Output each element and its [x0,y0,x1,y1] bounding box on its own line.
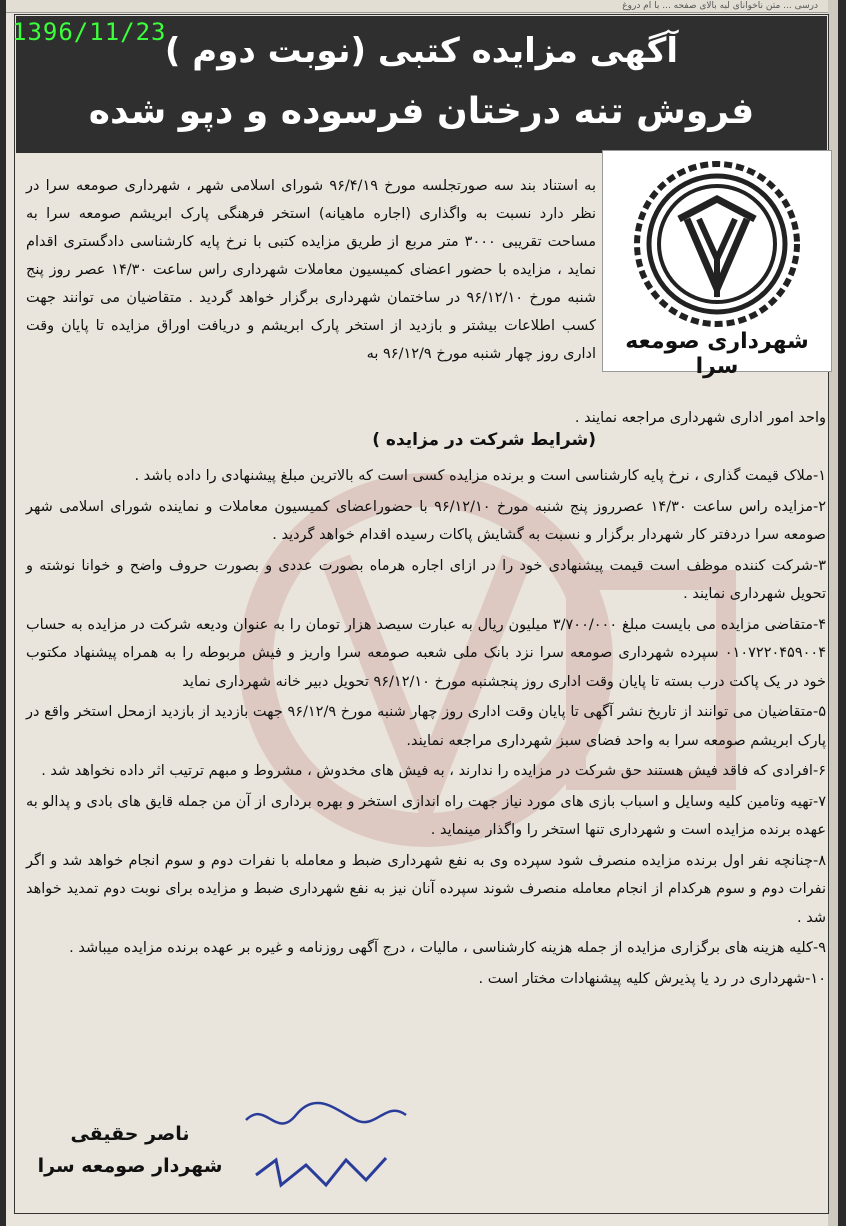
top-strip [6,0,838,13]
condition-item: ۵-متقاضیان می توانند از تاریخ نشر آگهی تا پایان وقت اداری روز چهار شنبه مورخ ۹۶/۱۲/۹ جهت بازدید از بازدید ازمحل استخر واقع در پارک ابریشم صومعه سرا به واحد فضای سبز شهرداری مراجعه نمایند. [26,704,826,749]
condition-item: ۱-ملاک قیمت گذاری ، نرخ پایه کارشناسی است و برنده مزایده کسی است که بالاترین مبلغ پیشنهادی را داده باشد . [134,468,826,484]
signature-block [30,1118,230,1182]
intro-paragraph-tail: واحد امور اداری شهرداری مراجعه نمایند . [574,410,826,426]
conditions-list [26,462,826,995]
conditions-title: (شرایط شرکت در مزایده ) [372,430,596,450]
date-stamp: 1396/11/23 [12,18,167,46]
municipality-emblem-icon [617,159,817,329]
condition-item: ۹-کلیه هزینه های برگزاری مزایده از جمله هزینه کارشناسی ، مالیات ، درج آگهی روزنامه و غیره بر عهده برنده مزایده میباشد . [69,940,826,956]
condition-item: ۳-شرکت کننده موظف است قیمت پیشنهادی خود را در ازای اجاره هرماه بصورت عددی و بصورت حروف واضح و خوانا نوشته و تحویل شهرداری نمایند . [26,557,826,602]
condition-item: ۷-تهیه وتامین کلیه وسایل و اسباب بازی های مورد نیاز جهت راه اندازی استخر و بهره برداری از آن من جمله قایق های بادی و پدالو به عهده برنده مزایده است و شهرداری تنها استخر را واگذار مینماید . [26,793,826,838]
condition-item: ۴-متقاضی مزایده می بایست مبلغ ۳/۷۰۰/۰۰۰ میلیون ریال به عبارت سیصد هزار تومان را به عنوان ودیعه شرکت در مزایده به حساب ۰۱۰۷۲۲۰۴۵۹۰۰۴ سپرده شهرداری صومعه سرا نزد بانک ملی شعبه صومعه سرا واریز و فیش مربوطه را به همراه پیشنهاد مکتوب خود در یک پاکت درب بسته تا پایان وقت اداری روز پنجشنبه مورخ ۹۶/۱۲/۱۰ تحویل دبیر خانه شهرداری نماید [26,616,826,690]
header-title-line2: فروش تنه درختان فرسوده و دپو شده [88,91,755,132]
intro-paragraph: به استناد بند سه صورتجلسه مورخ ۹۶/۴/۱۹ شورای اسلامی شهر ، شهرداری صومعه سرا در نظر دارد نسبت به واگذاری (اجاره ماهیانه) استخر فرهنگی پارک ابریشم صومعه سرا به مساحت تقریبی ۳۰۰۰ متر مربع از طریق مزایده کتبی با نرخ پایه کارشناسی دادگستری اقدام نماید ، مزایده با حضور اعضای کمیسیون معاملات شهرداری راس ساعت ۱۴/۳۰ عصر روز پنج شنبه مورخ ۹۶/۱۲/۱۰ در ساختمان شهرداری برگزار خواهد گردید . متقاضیان می توانند جهت کسب اطلاعات بیشتر و بازدید از استخر پارک ابریشم و دریافت اوراق مزایده تا پایان وقت اداری روز چهار شنبه مورخ ۹۶/۱۲/۹ به [26,178,596,362]
handwritten-annotation [236,1090,416,1200]
top-strip-text: درسی ... متن ناخوانای لبه بالای صفحه ... با ام دروغ [622,1,818,11]
condition-item: ۸-چنانچه نفر اول برنده مزایده منصرف شود سپرده وی به نفع شهرداری ضبط و معامله با نفرات دوم و سوم انجام خواهد شد و اگر نفرات دوم و سوم هرکدام از انجام معامله منصرف شوند سپرده آنان نیز به نفع شهرداری ضبط و مزایده برای نوبت دوم تمدید خواهد شد . [26,852,826,926]
signer-name: ناصر حقیقی [70,1123,190,1145]
condition-item: ۲-مزایده راس ساعت ۱۴/۳۰ عصرروز پنج شنبه مورخ ۹۶/۱۲/۱۰ با حضوراعضای کمیسیون معاملات و نماینده شورای اسلامی شهر صومعه سرا دردفتر کار شهردار برگزار و نسبت به گشایش پاکات رسیده اقدام خواهد گردید . [26,498,827,543]
condition-item: ۶-افرادی که فاقد فیش هستند حق شرکت در مزایده را ندارند ، به فیش های مخدوش ، مشروط و مبهم ترتیب اثر داده نخواهد شد . [41,763,826,779]
header-title-line1: آگهی مزایده کتبی (نوبت دوم ) [164,31,679,71]
condition-item: ۱۰-شهرداری در رد یا پذیرش کلیه پیشنهادات مختار است . [478,970,826,987]
logo-caption: شهرداری صومعه سرا [625,329,809,379]
municipality-logo [602,150,832,379]
newspaper-page [6,0,838,1226]
signer-title: شهردار صومعه سرا [37,1155,223,1177]
